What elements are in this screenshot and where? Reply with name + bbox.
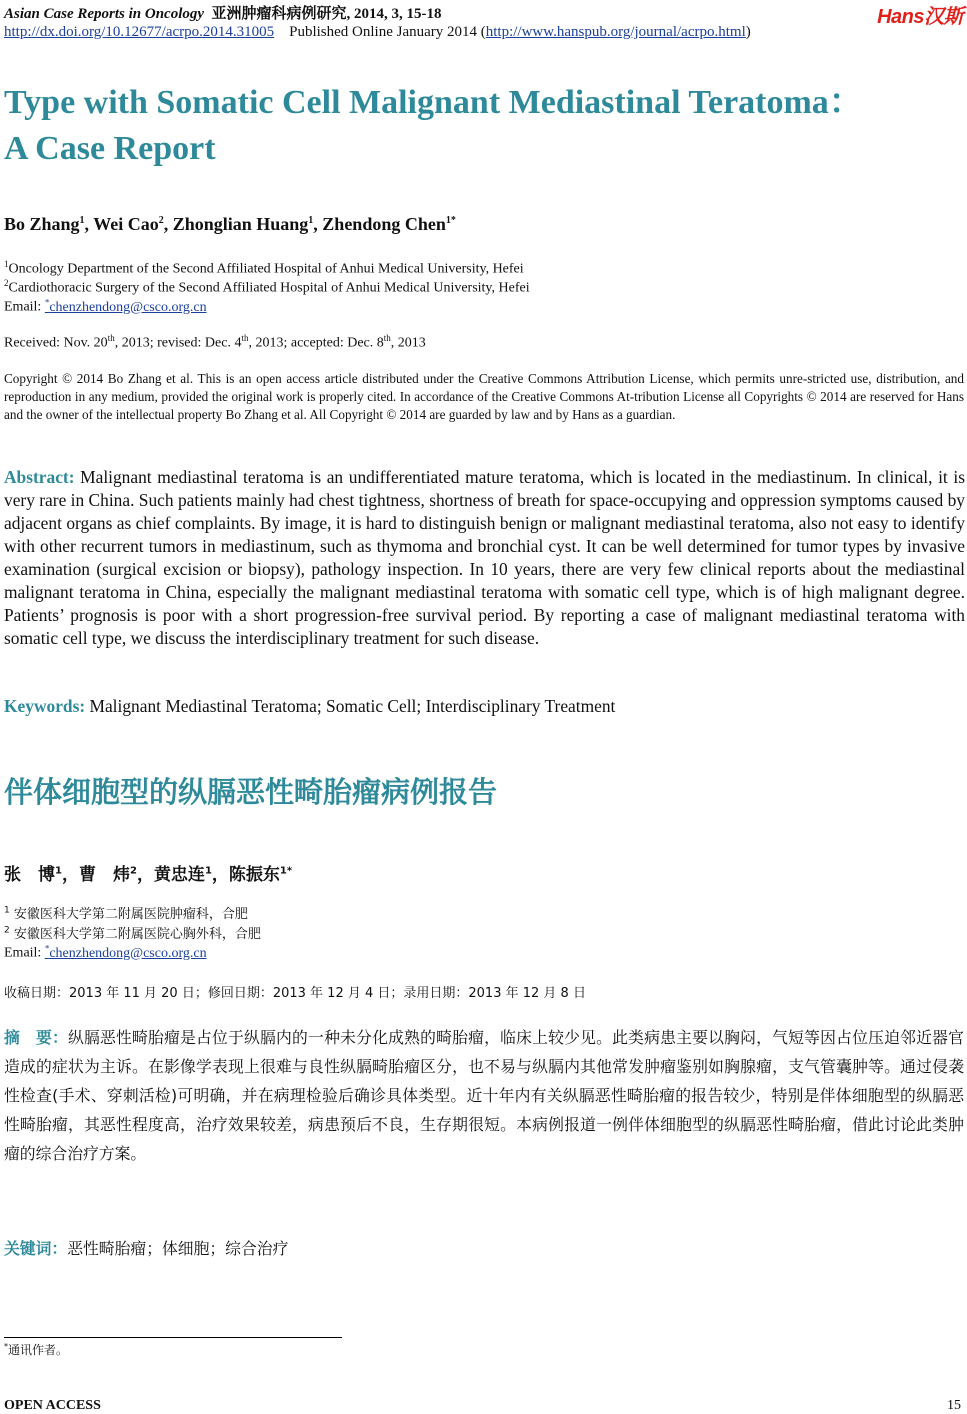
date-sup: th	[107, 333, 115, 343]
aff-text: Oncology Department of the Second Affiliated Hospital of Anhui Medical University, Hefei	[8, 261, 524, 277]
date-sup: th	[241, 333, 249, 343]
keywords-text-cn: 恶性畸胎瘤；体细胞；综合治疗	[67, 1239, 289, 1258]
authors-cn	[4, 860, 292, 885]
keywords-text: Malignant Mediastinal Teratoma; Somatic Cell; Interdisciplinary Treatment	[85, 696, 616, 716]
abstract-label-cn: 摘 要：	[4, 1028, 69, 1047]
title-line-1: Type with Somatic Cell Malignant Mediastinal Teratoma：	[4, 84, 863, 121]
revised-date: , 2013; revised: Dec. 4	[114, 335, 242, 351]
journal-header	[4, 2, 442, 23]
author-cn: 张 博	[4, 865, 55, 885]
dates-cn: 收稿日期：2013 年 11 月 20 日；修回日期：2013 年 12 月 4 日；录用日期：2013 年 12 月 8 日	[4, 986, 586, 1001]
doi-line	[4, 24, 751, 41]
journal-link[interactable]: http://www.hanspub.org/journal/acrpo.html	[485, 24, 746, 40]
keywords-cn	[4, 1236, 288, 1259]
email-address: chenzhendong@csco.org.cn	[49, 299, 207, 315]
email-label: Email:	[4, 299, 45, 315]
abstract-text: Malignant mediastinal teratoma is an undifferentiated mature teratoma, which is located in the mediastinum. In clinical, it is very rare in China. Such patients mainly had chest tightness, shortness of breath for space-occupying and oppression symptoms caused by adjacent organs as chief complaints. By image, it is hard to distinguish benign or malignant mediastinal teratoma, also not easy to identify with other recurrent tumors in mediastinum, such as thymoma and bronchial cyst. It can be well determined for tumor types by invasive examination (surgical excision or biopsy), pathology inspection. In 10 years, there are very few clinical reports about the mediastinal malignant teratoma in China, especially the malignant mediastinal teratoma with somatic cell type, which is of high malignant degree. Patients’ prognosis is poor with a short progression-free survival period. By reporting a case of malignant mediastinal teratoma with somatic cell type, we discuss the interdisciplinary treatment for such disease.	[4, 467, 965, 648]
abstract-cn	[4, 1023, 964, 1168]
author-cn: 曹 炜	[78, 865, 130, 885]
author: Wei Cao	[93, 214, 159, 234]
paper-title	[4, 80, 954, 172]
email-sup: *	[44, 943, 50, 953]
author: Bo Zhang	[4, 214, 80, 234]
aff-sup: 2	[4, 278, 9, 288]
abstract-label: Abstract:	[4, 467, 75, 487]
author-sup: 1	[308, 215, 314, 226]
journal-name-en: Asian Case Reports in Oncology	[4, 6, 205, 22]
date-sup: th	[383, 333, 391, 343]
author-cn: 陈振东	[228, 865, 280, 885]
email-link[interactable]	[44, 297, 207, 315]
author-sup: 1	[79, 215, 85, 226]
email-address: chenzhendong@csco.org.cn	[49, 945, 207, 961]
email-line-cn	[4, 943, 207, 962]
author-sup: 1	[55, 865, 62, 877]
paper-title-cn: 伴体细胞型的纵膈恶性畸胎瘤病例报告	[4, 775, 498, 809]
email-link[interactable]	[44, 943, 207, 961]
author-sep: ，	[211, 865, 229, 885]
authors-en	[4, 214, 456, 235]
aff-sup: 1	[4, 259, 9, 269]
received-date: Received: Nov. 20	[4, 335, 108, 351]
title-line-2: A Case Report	[4, 130, 216, 167]
open-access-label: OPEN ACCESS	[4, 1398, 101, 1413]
author-sup: 2	[129, 865, 137, 877]
abstract-en	[4, 466, 965, 650]
author-sup: 1*	[279, 865, 293, 877]
email-sup: *	[44, 297, 50, 307]
footnote	[4, 1341, 68, 1358]
keywords-label: Keywords:	[4, 696, 86, 716]
page-number: 15	[947, 1398, 961, 1413]
aff-text: Cardiothoracic Surgery of the Second Affiliated Hospital of Anhui Medical University, Hefei	[8, 280, 530, 296]
author-sep: ，	[61, 865, 79, 885]
affiliation-2	[4, 278, 530, 297]
author: Zhonglian Huang	[172, 214, 309, 234]
doi-link[interactable]: http://dx.doi.org/10.12677/acrpo.2014.31005	[4, 24, 275, 40]
author-cn: 黄忠连	[153, 865, 205, 885]
author-sup: 2	[158, 215, 164, 226]
aff-sup: 1	[4, 905, 10, 916]
journal-name-cn: 亚洲肿瘤科病例研究	[211, 6, 347, 22]
copyright-notice: Copyright © 2014 Bo Zhang et al. This is an open access article distributed under the Creative Commons Attribution License, which permits unre-stricted use, distribution, and reproduction in any medium, provided the original work is properly cited. In accordance of the Creative Commons At-tribution License all Copyrights © 2014 are reserved for Hans and the owner of the intellectual property Bo Zhang et al. All Copyright © 2014 are guarded by law and by Hans as a guardian.	[4, 371, 964, 422]
author-sep: ,	[163, 214, 173, 234]
aff-text: 安徽医科大学第二附属医院肿瘤科，合肥	[13, 907, 248, 922]
footnote-sup: *	[4, 1342, 8, 1351]
affiliation-cn-1	[4, 903, 248, 922]
footnote-text: 通讯作者。	[8, 1343, 69, 1357]
volume-info: , 2014, 3, 15-18	[346, 6, 442, 22]
published-close: )	[745, 24, 751, 40]
accepted-date: , 2013; accepted: Dec. 8	[248, 335, 384, 351]
affiliation-1	[4, 259, 524, 278]
aff-sup: 2	[4, 925, 10, 936]
author-sep: ,	[313, 214, 323, 234]
published-text: Published Online January 2014 (	[289, 24, 486, 40]
dates-en	[4, 333, 426, 352]
abstract-text-cn: 纵膈恶性畸胎瘤是占位于纵膈内的一种未分化成熟的畸胎瘤，临床上较少见。此类病患主要以胸闷，气短等因占位压迫邻近器官造成的症状为主诉。在影像学表现上很难与良性纵膈畸胎瘤区分，也不易与纵膈内其他常发肿瘤鉴别如胸腺瘤，支气管囊肿等。通过侵袭性检查(手术、穿刺活检)可明确，并在病理检验后确诊具体类型。近十年内有关纵膈恶性畸胎瘤的报告较少，特别是伴体细胞型的纵膈恶性畸胎瘤，其恶性程度高，治疗效果较差，病患预后不良，生存期很短。本病例报道一例伴体细胞型的纵膈恶性畸胎瘤，借此讨论此类肿瘤的综合治疗方案。	[4, 1028, 964, 1163]
author-sep: ,	[84, 214, 94, 234]
author-sup: 1*	[445, 215, 456, 226]
affiliation-cn-2	[4, 923, 261, 942]
author-sep: ，	[136, 865, 154, 885]
author-sup: 1	[204, 865, 212, 877]
publisher-logo: Hans汉斯	[877, 6, 963, 28]
footnote-divider	[4, 1337, 342, 1338]
aff-text: 安徽医科大学第二附属医院心胸外科，合肥	[13, 927, 261, 942]
keywords-label-cn: 关键词：	[4, 1239, 68, 1258]
keywords-en	[4, 696, 615, 717]
date-year: , 2013	[390, 335, 426, 351]
email-label: Email:	[4, 945, 45, 961]
author: Zhendong Chen	[322, 214, 446, 234]
email-line-en	[4, 297, 207, 316]
